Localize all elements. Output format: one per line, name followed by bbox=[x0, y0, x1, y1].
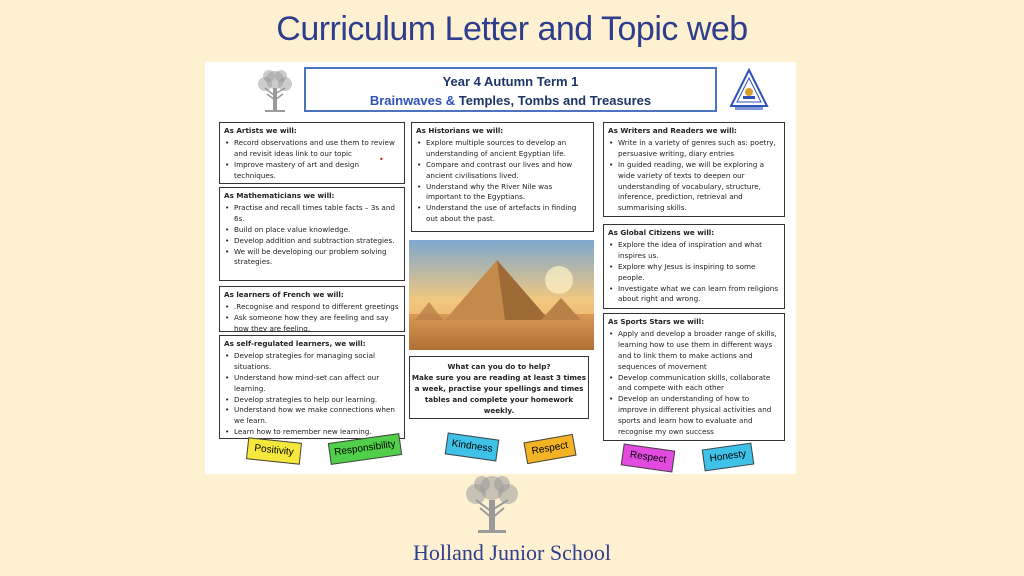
help-box bbox=[409, 356, 589, 419]
topic-heading bbox=[306, 93, 715, 108]
french-box bbox=[219, 286, 405, 332]
pyramid-photo bbox=[409, 240, 594, 350]
school-name: Holland Junior School bbox=[413, 540, 611, 565]
self-regulated-item: • Develop strategies for managing social situations. bbox=[234, 351, 400, 373]
mathematicians-box bbox=[219, 187, 405, 281]
value-tag-positivity: Positivity bbox=[246, 437, 302, 465]
help-body: Make sure you are reading at least 3 times a week, practise your spellings and times tables and complete your homework weekly. bbox=[411, 373, 587, 415]
global-citizens-box bbox=[603, 224, 785, 309]
artists-heading: As Artists we will: bbox=[224, 126, 297, 135]
value-tag-respect-2: Respect bbox=[621, 443, 676, 472]
school-tree-logo-icon bbox=[456, 474, 528, 538]
writers-item: • In guided reading, we will be exploring a wide variety of texts to deepen our understanding of vocabulary, structure, inference, prediction, retrieval and summarising skills. bbox=[618, 160, 780, 215]
topic-part-1: Brainwaves & bbox=[369, 93, 459, 108]
sports-stars-box bbox=[603, 313, 785, 441]
french-item: • .Recognise and respond to different greetings bbox=[234, 302, 400, 313]
term-banner bbox=[304, 67, 717, 112]
sports-stars-item: • Develop communication skills, collaborate and compete with each other bbox=[618, 373, 780, 395]
french-item: • Ask someone how they are feeling and say how they are feeling. bbox=[234, 313, 400, 332]
historians-item: • Understand why the River Nile was important to the Egyptians. bbox=[426, 182, 589, 204]
mathematicians-heading: As Mathematicians we will: bbox=[224, 191, 335, 200]
global-citizens-heading: As Global Citizens we will: bbox=[608, 228, 715, 237]
topic-web-sheet bbox=[205, 62, 796, 474]
help-heading: What can you do to help? bbox=[447, 362, 551, 371]
global-citizens-item: • Explore why Jesus is inspiring to some people. bbox=[618, 262, 780, 284]
sports-stars-item: • Develop an understanding of how to improve in different physical activities and sports and learn how to evaluate and recognise my own success bbox=[618, 394, 780, 438]
mathematicians-item: • Practise and recall times table facts – 3s and 6s. bbox=[234, 203, 400, 225]
value-tag-respect: Respect bbox=[523, 434, 576, 464]
slide-title: Curriculum Letter and Topic web bbox=[276, 10, 748, 48]
historians-heading: As Historians we will: bbox=[416, 126, 504, 135]
mathematicians-item: • Build on place value knowledge. bbox=[234, 225, 400, 236]
writers-box bbox=[603, 122, 785, 217]
global-citizens-item: • Explore the idea of inspiration and what inspires us. bbox=[618, 240, 780, 262]
writers-heading: As Writers and Readers we will: bbox=[608, 126, 737, 135]
sports-stars-item: • Apply and develop a broader range of skills, learning how to use them in different ways and to link them to make actions and sequences of movement bbox=[618, 329, 780, 373]
value-tag-responsibility: Responsibility bbox=[328, 433, 402, 465]
historians-item: • Compare and contrast our lives and how ancient civilisations lived. bbox=[426, 160, 589, 182]
french-heading: As learners of French we will: bbox=[224, 290, 344, 299]
global-citizens-item: • Investigate what we can learn from religions about right and wrong. bbox=[618, 284, 780, 306]
historians-item: • Explore multiple sources to develop an understanding of ancient Egyptian life. bbox=[426, 138, 589, 160]
sports-stars-heading: As Sports Stars we will: bbox=[608, 317, 705, 326]
mathematicians-item: • Develop addition and subtraction strategies. bbox=[234, 236, 400, 247]
value-tag-honesty: Honesty bbox=[702, 443, 755, 472]
writers-item: • Write in a variety of genres such as: poetry, persuasive writing, diary entries bbox=[618, 138, 780, 160]
artists-item: • Record observations and use them to review and revisit ideas link to our topic bbox=[234, 138, 400, 160]
self-regulated-box bbox=[219, 335, 405, 439]
topic-part-2: Temples, Tombs and Treasures bbox=[458, 93, 652, 108]
red-mark: • bbox=[379, 155, 384, 164]
historians-item: • Understand the use of artefacts in finding out about the past. bbox=[426, 203, 589, 225]
value-tag-kindness: Kindness bbox=[445, 432, 500, 461]
tree-logo-icon bbox=[253, 66, 297, 116]
self-regulated-item: • Develop strategies to help our learning. bbox=[234, 395, 400, 406]
artists-item: • Improve mastery of art and design techniques. bbox=[234, 160, 400, 182]
self-regulated-item: • Learn how to remember new learning. bbox=[234, 427, 400, 438]
academy-logo-icon bbox=[729, 68, 769, 112]
self-regulated-item: • Understand how mind-set can affect our learning. bbox=[234, 373, 400, 395]
artists-box bbox=[219, 122, 405, 184]
term-heading: Year 4 Autumn Term 1 bbox=[442, 74, 579, 89]
self-regulated-heading: As self-regulated learners, we will: bbox=[224, 339, 366, 348]
historians-box bbox=[411, 122, 594, 232]
self-regulated-item: • Understand how we make connections when we learn. bbox=[234, 405, 400, 427]
mathematicians-item: • We will be developing our problem solving strategies. bbox=[234, 247, 400, 269]
